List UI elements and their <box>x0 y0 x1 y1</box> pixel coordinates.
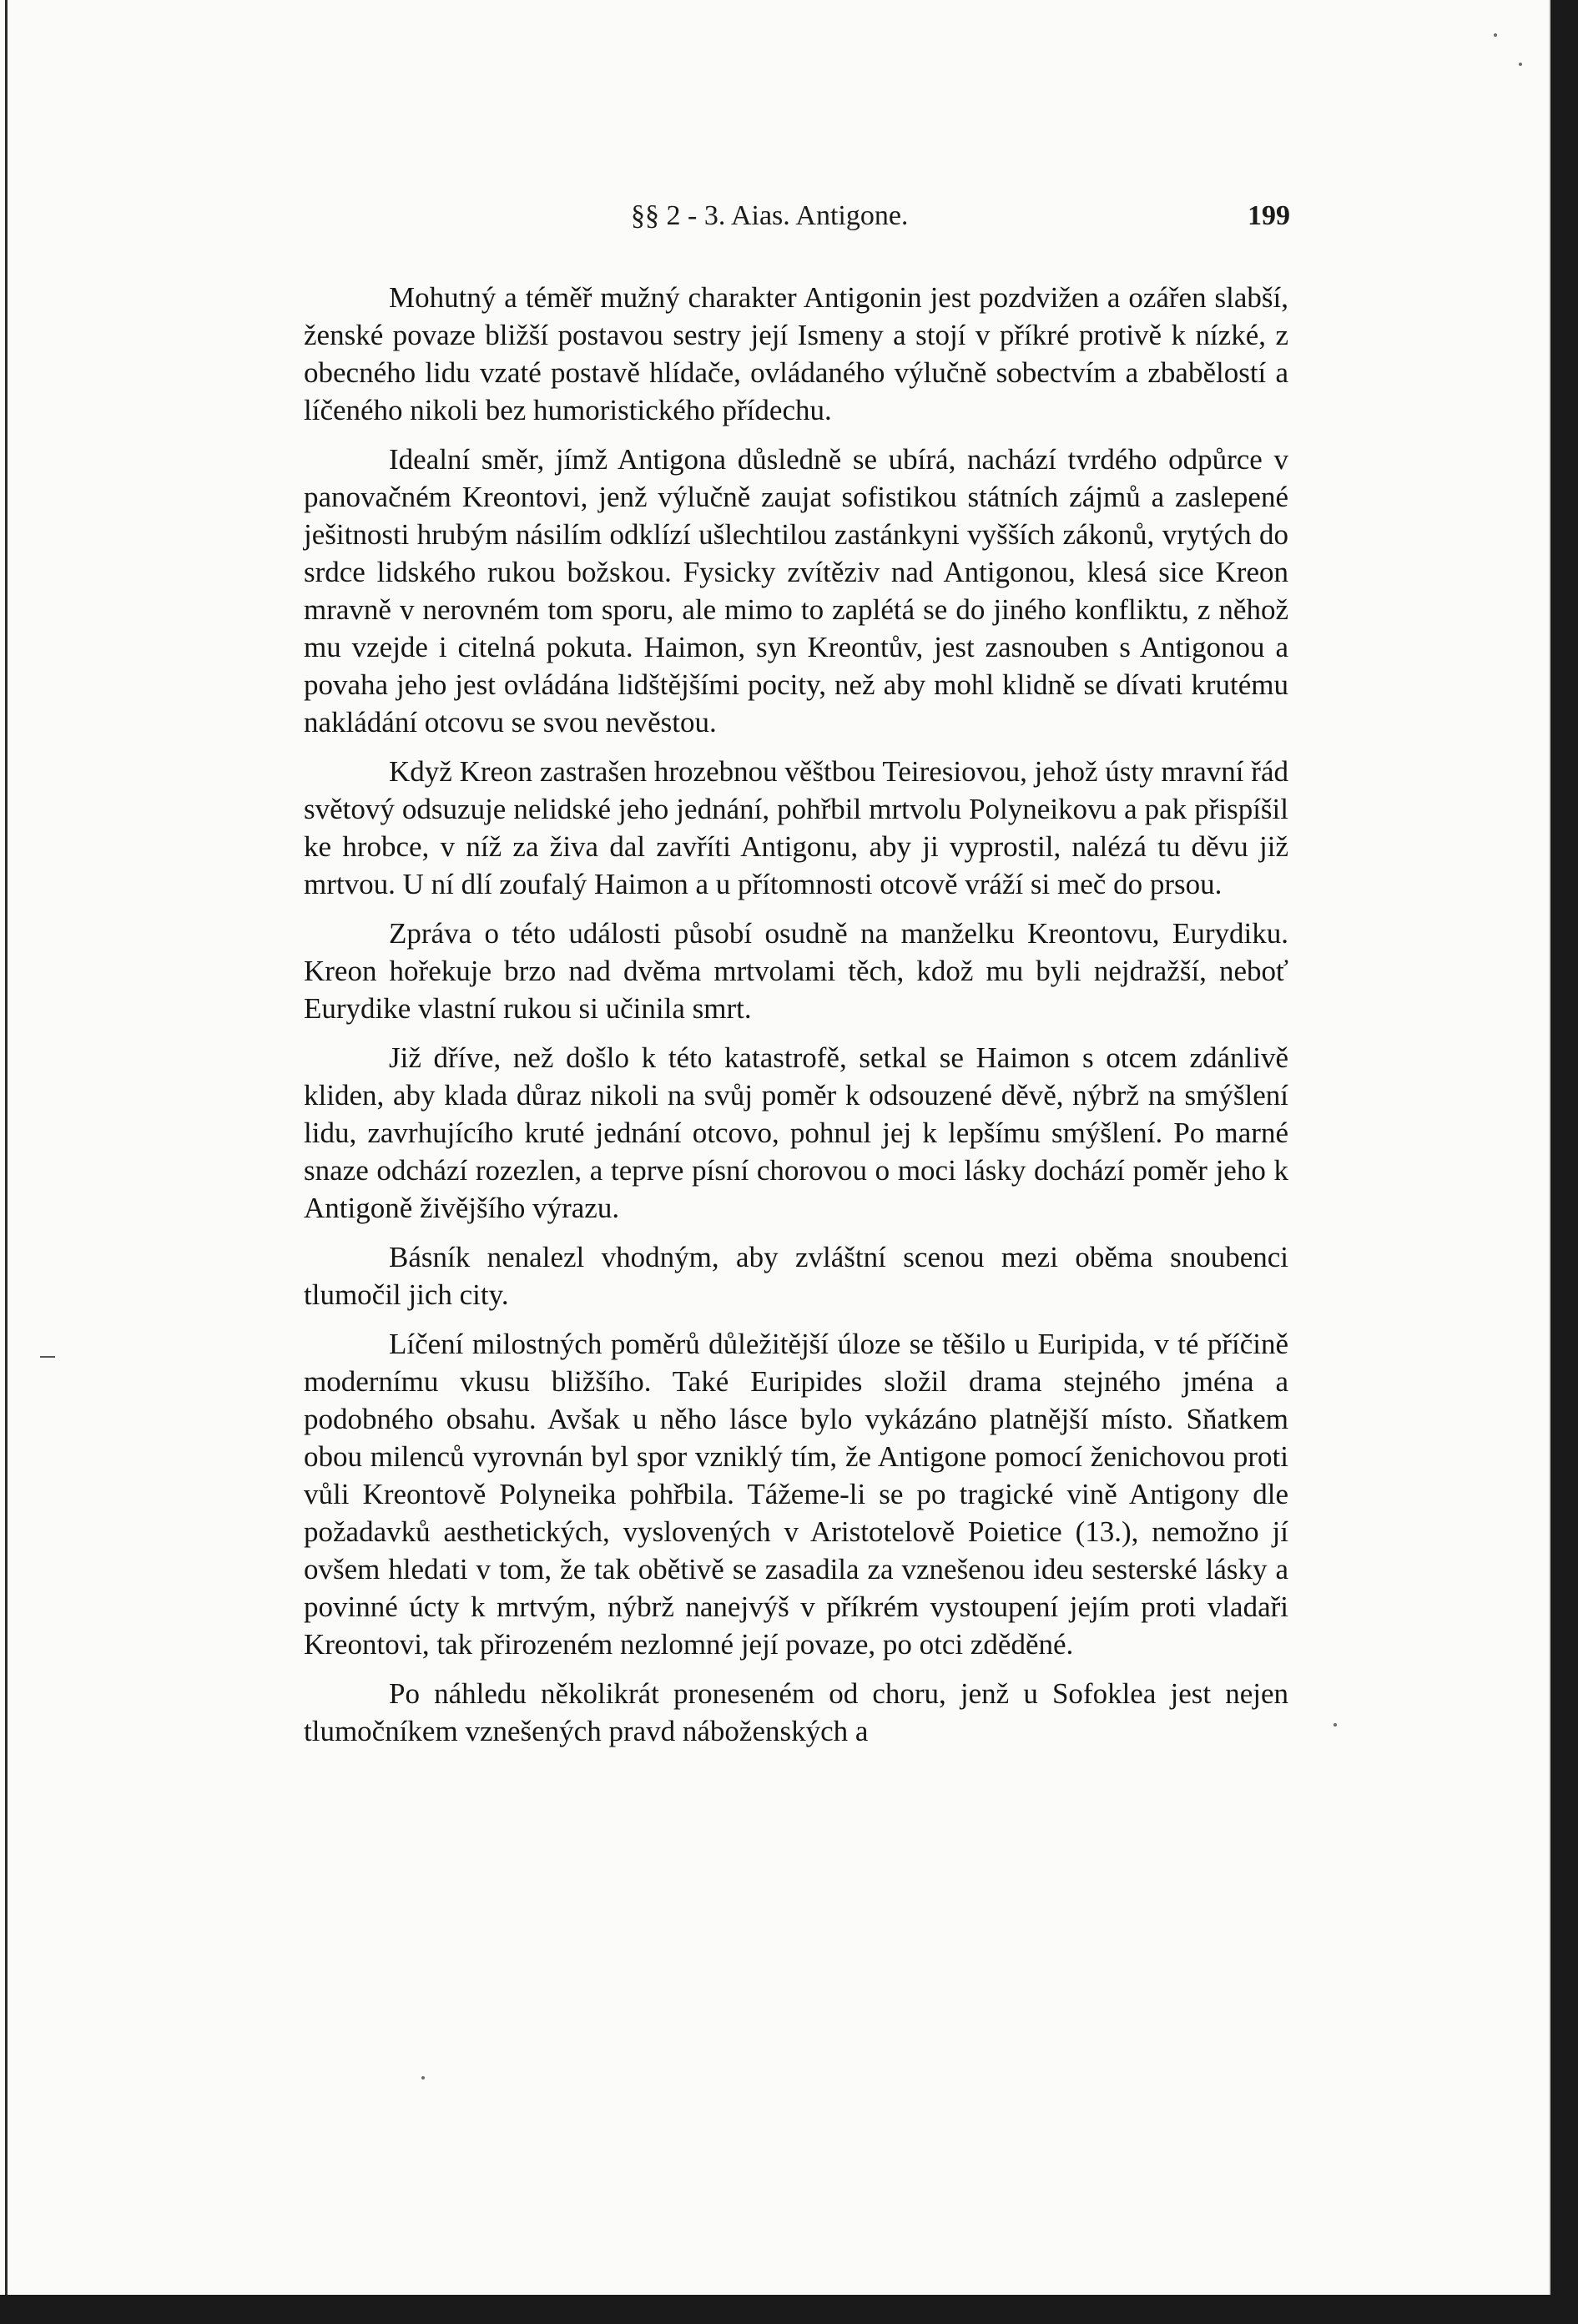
paragraph: Po náhledu několikrát proneseném od choru, jenž u Sofoklea jest nejen tlumočníkem vznešených pravd náboženských a <box>304 1677 1288 1747</box>
section-title: §§ 2 - 3. Aias. Antigone. <box>631 200 909 231</box>
running-header <box>305 200 1290 242</box>
paragraph: Když Kreon zastrašen hrozebnou věštbou Teiresiovou, jehož ústy mravní řád světový odsuzuje nelidské jeho jednání, pohřbil mrtvolu Polyneikovu a pak přispíšil ke hrobce, v níž za živa dal zavříti Antigonu, aby ji vyprostil, nalézá tu děvu již mrtvou. U ní dlí zoufalý Haimon a u přítomnosti otcově vráží si meč do prsou. <box>304 755 1288 900</box>
paragraph: Líčení milostných poměrů důležitější úloze se těšilo u Euripida, v té příčině modernímu vkusu bližšího. Také Euripides složil drama stejného jména a podobného obsahu. Avšak u něho lásce bylo vykázáno platnější místo. Sňatkem obou milenců vyrovnán byl spor vzniklý tím, že Antigone pomocí ženichovou proti vůli Kreontově Polyneika pohřbila. Tážeme-li se po tragické vině Antigony dle požadavků aesthetických, vyslovených v Aristotelově Poietice (13.), nemožno jí ovšem hledati v tom, že tak obětivě se zasadila za vznešenou ideu sesterské lásky a povinné úcty k mrtvým, nýbrž nanejvýš v příkrém vystoupení jejím proti vladaři Kreontovi, tak přirozeném nezlomné její povaze, po otci zděděné. <box>304 1328 1288 1661</box>
paragraph: Mohutný a téměř mužný charakter Antigonin jest pozdvižen a ozářen slabší, ženské povaze bližší postavou sestry její Ismeny a stojí v příkré protivě k nízké, z obecného lidu vzaté postavě hlídače, ovládaného výlučně sobectvím a zbabělostí a líčeného nikoli bez humoristického přídechu. <box>304 281 1288 426</box>
margin-mark <box>40 1356 55 1358</box>
dust-speck <box>1494 33 1497 37</box>
page-number: 199 <box>1248 200 1290 231</box>
dust-speck <box>1519 63 1522 66</box>
paragraph: Zpráva o této události působí osudně na manželku Kreontovu, Eurydiku. Kreon hořekuje brzo nad dvěma mrtvolami těch, kdož mu byli nejdražší, neboť Eurydike vlastní rukou si učinila smrt. <box>304 917 1288 1025</box>
paragraph: Básník nenalezl vhodným, aby zvláštní scenou mezi oběma snoubenci tlumočil jich city. <box>304 1241 1288 1311</box>
body-text <box>304 279 1288 1762</box>
dust-speck <box>1333 1723 1337 1727</box>
dust-speck <box>421 2076 425 2080</box>
paragraph: Idealní směr, jímž Antigona důsledně se ubírá, nachází tvrdého odpůrce v panovačném Kreontovi, jenž výlučně zaujat sofistikou státních zájmů a zaslepené ješitnosti hrubým násilím odklízí ušlechtilou zastánkyni vyšších zákonů, vrytých do srdce lidského rukou božskou. Fysicky zvítěziv nad Antigonou, klesá sice Kreon mravně v nerovném tom sporu, ale mimo to zaplétá se do jiného konfliktu, z něhož mu vzejde i citelná pokuta. Haimon, syn Kreontův, jest zasnouben s Antigonou a povaha jeho jest ovládána lidštějšími pocity, než aby mohl klidně se dívati krutému nakládání otcovu se svou nevěstou. <box>304 443 1288 739</box>
page-binding-edge <box>5 0 8 2295</box>
paragraph: Již dříve, než došlo k této katastrofě, setkal se Haimon s otcem zdánlivě kliden, aby klada důraz nikoli na svůj poměr k odsouzené děvě, nýbrž na smýšlení lidu, zavrhujícího kruté jednání otcovo, pohnul jej k lepšímu smýšlení. Po marné snaze odchází rozezlen, a teprve písní chorovou o moci lásky dochází poměr jeho k Antigoně živějšího výrazu. <box>304 1041 1288 1224</box>
